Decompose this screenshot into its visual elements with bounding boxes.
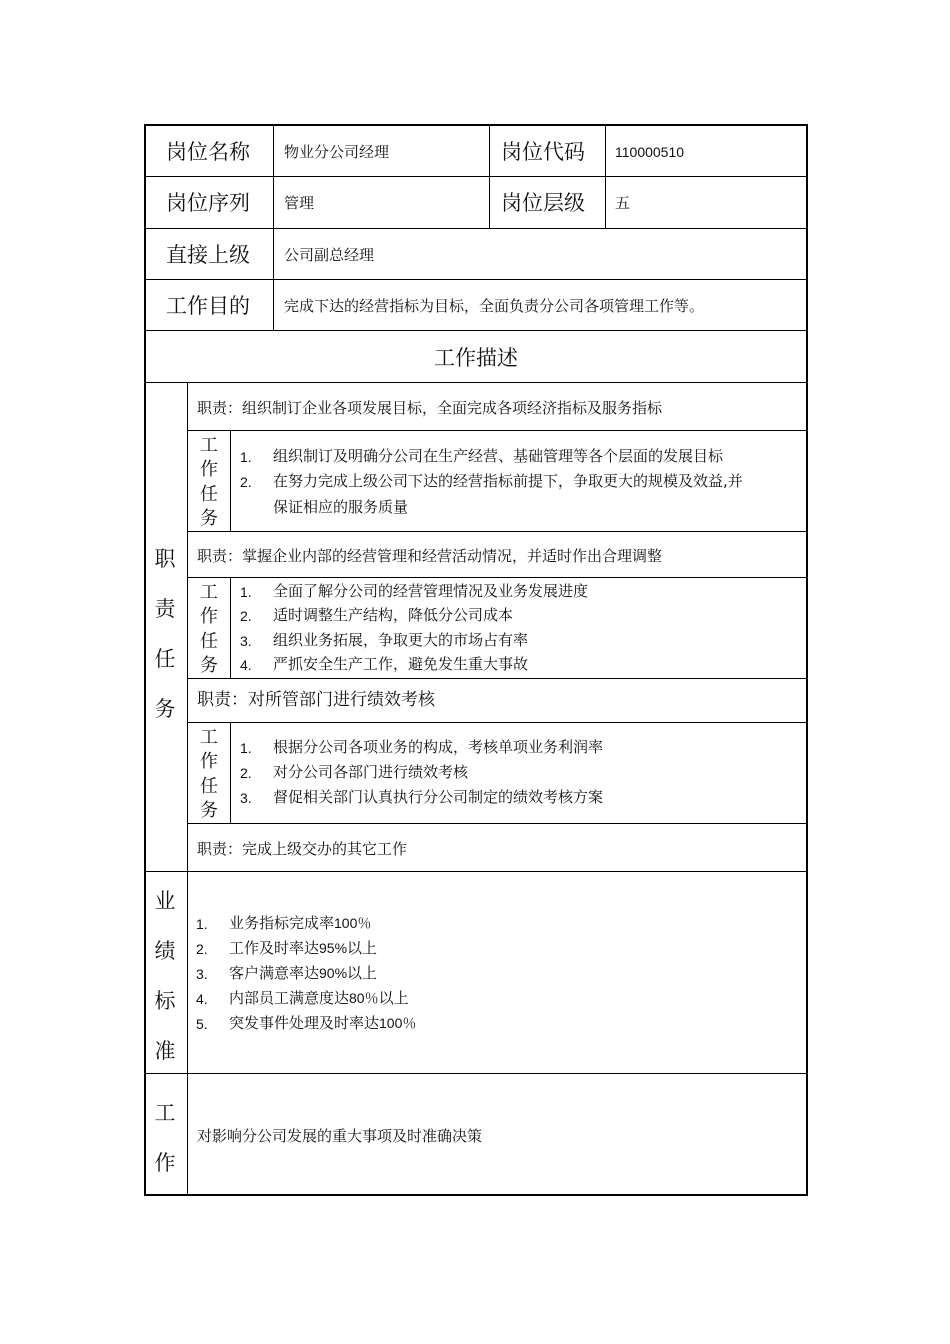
performance-text: 客户满意率达90%以上 — [229, 964, 378, 982]
task-label: 作 — [200, 459, 218, 480]
task-text: 根据分公司各项业务的构成，考核单项业务利润率 — [273, 738, 604, 756]
row-divider — [187, 678, 808, 679]
task-label: 工 — [200, 435, 218, 456]
col-divider — [273, 124, 274, 330]
row-divider — [144, 330, 808, 331]
task-text: 严抓安全生产工作，避免发生重大事故 — [273, 655, 529, 673]
task-label: 工 — [200, 582, 218, 603]
row-divider — [144, 1073, 808, 1074]
task-number: 1. — [240, 449, 252, 465]
task-text: 在努力完成上级公司下达的经营指标前提下，争取更大的规模及效益,并 — [273, 472, 743, 490]
duties-side-label: 任 — [154, 647, 176, 671]
performance-text: 工作及时率达95%以上 — [229, 939, 378, 957]
task-number: 2. — [240, 765, 252, 781]
sequence-value: 管理 — [284, 194, 315, 212]
task-label: 务 — [200, 655, 218, 676]
performance-number: 3. — [196, 966, 208, 982]
row-divider — [187, 722, 808, 723]
col-divider — [230, 722, 231, 823]
duty-title: 职责：完成上级交办的其它工作 — [197, 840, 408, 858]
row-divider — [144, 871, 808, 872]
task-label: 任 — [200, 484, 218, 505]
col-divider — [230, 430, 231, 531]
task-text: 保证相应的服务质量 — [273, 498, 409, 516]
performance-number: 5. — [196, 1016, 208, 1032]
authority-label: 作 — [154, 1151, 176, 1175]
task-label: 任 — [200, 631, 218, 652]
row-divider — [144, 382, 808, 383]
task-number: 2. — [240, 608, 252, 624]
duty-title: 职责：掌握企业内部的经营管理和经营活动情况，并适时作出合理调整 — [197, 547, 663, 565]
purpose-value: 完成下达的经营指标为目标，全面负责分公司各项管理工作等。 — [284, 297, 705, 315]
task-text: 组织业务拓展，争取更大的市场占有率 — [273, 631, 529, 649]
task-number: 1. — [240, 740, 252, 756]
superior-value: 公司副总经理 — [284, 246, 375, 264]
row-divider — [187, 531, 808, 532]
performance-label: 准 — [154, 1039, 176, 1063]
col-divider — [489, 124, 490, 228]
position-name-value: 物业分公司经理 — [284, 143, 390, 161]
task-number: 1. — [240, 584, 252, 600]
authority-text: 对影响分公司发展的重大事项及时准确决策 — [197, 1127, 483, 1145]
performance-text: 业务指标完成率100％ — [229, 914, 372, 932]
task-text: 全面了解分公司的经营管理情况及业务发展进度 — [273, 582, 589, 600]
task-number: 2. — [240, 474, 252, 490]
sequence-label: 岗位序列 — [166, 191, 250, 215]
performance-label: 标 — [154, 989, 176, 1013]
row-divider — [144, 228, 808, 229]
position-code-label: 岗位代码 — [501, 140, 585, 164]
position-name-label: 岗位名称 — [166, 140, 250, 164]
duty-title: 职责：对所管部门进行绩效考核 — [197, 690, 435, 710]
task-number: 4. — [240, 657, 252, 673]
task-label: 作 — [200, 606, 218, 627]
level-label: 岗位层级 — [501, 191, 585, 215]
performance-number: 2. — [196, 941, 208, 957]
task-number: 3. — [240, 633, 252, 649]
performance-number: 1. — [196, 916, 208, 932]
performance-text: 内部员工满意度达80％以上 — [229, 989, 409, 1007]
task-label: 务 — [200, 800, 218, 821]
superior-label: 直接上级 — [166, 243, 250, 267]
performance-label: 绩 — [154, 939, 176, 963]
task-label: 作 — [200, 751, 218, 772]
duties-side-label: 务 — [154, 697, 176, 721]
row-divider — [187, 577, 808, 578]
task-text: 组织制订及明确分公司在生产经营、基础管理等各个层面的发展目标 — [273, 447, 724, 465]
task-text: 适时调整生产结构，降低分公司成本 — [273, 606, 514, 624]
task-label: 工 — [200, 727, 218, 748]
task-text: 对分公司各部门进行绩效考核 — [273, 763, 469, 781]
col-divider — [230, 577, 231, 678]
performance-label: 业 — [154, 889, 176, 913]
col-divider — [605, 124, 606, 228]
duties-side-label: 职 — [154, 547, 176, 571]
performance-text: 突发事件处理及时率达100％ — [229, 1014, 417, 1032]
authority-label: 工 — [154, 1101, 176, 1125]
level-value: 五 — [615, 194, 631, 212]
col-divider — [187, 382, 188, 1196]
task-label: 务 — [200, 508, 218, 529]
task-label: 任 — [200, 776, 218, 797]
row-divider — [187, 430, 808, 431]
row-divider — [144, 176, 808, 177]
section-title: 工作描述 — [434, 346, 518, 370]
row-divider — [187, 823, 808, 824]
duty-title: 职责：组织制订企业各项发展目标，全面完成各项经济指标及服务指标 — [197, 399, 663, 417]
position-code-value: 110000510 — [615, 144, 685, 160]
row-divider — [144, 279, 808, 280]
duties-side-label: 责 — [154, 597, 176, 621]
task-number: 3. — [240, 790, 252, 806]
task-text: 督促相关部门认真执行分公司制定的绩效考核方案 — [273, 788, 604, 806]
performance-number: 4. — [196, 991, 208, 1007]
purpose-label: 工作目的 — [166, 294, 250, 318]
